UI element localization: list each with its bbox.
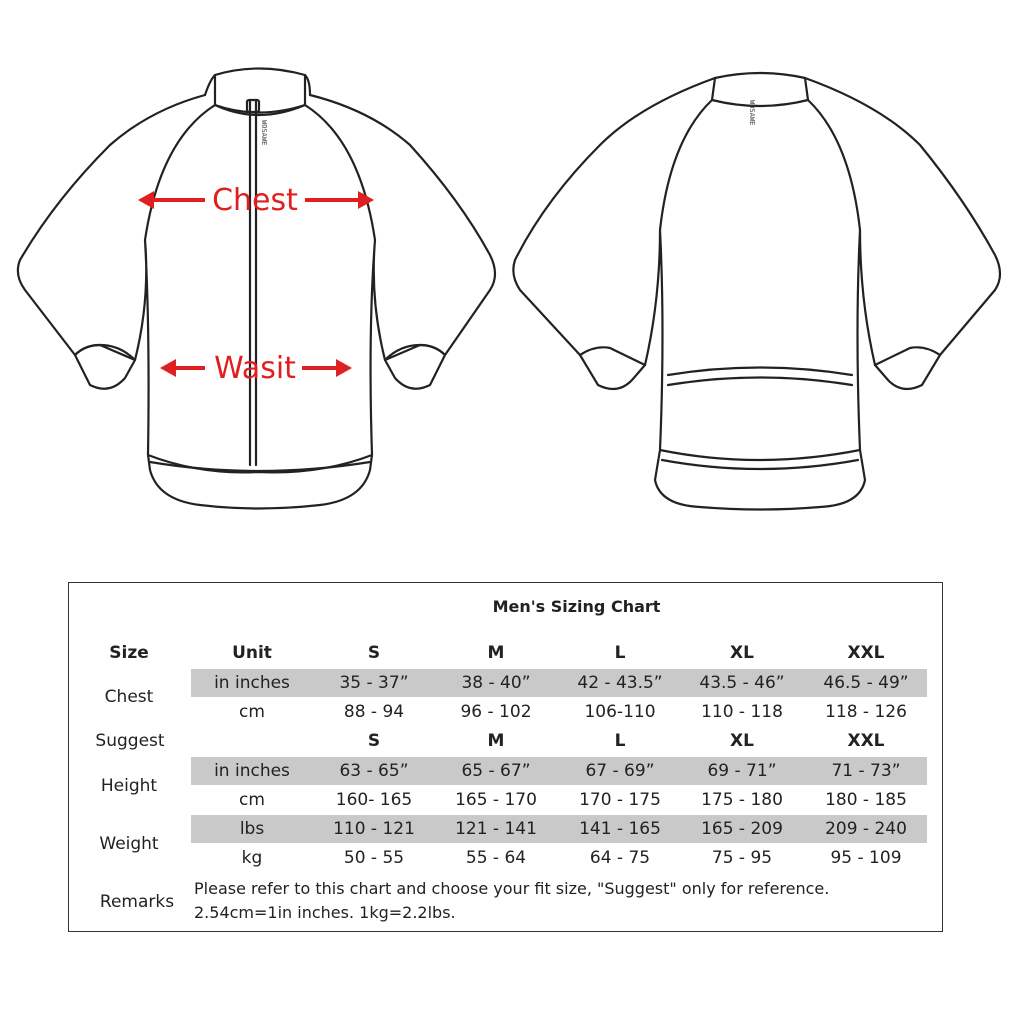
weight-kg-unit: kg	[241, 848, 263, 868]
suggest-size-l: L	[614, 731, 626, 751]
header-size: Size	[109, 643, 149, 663]
suggest-size-xxl: XXL	[847, 731, 885, 751]
row-label-height: Height	[100, 776, 158, 796]
suggest-size-m: M	[487, 731, 505, 751]
chest-arrow-right	[305, 191, 374, 209]
weight-kg-xl: 75 - 95	[711, 848, 773, 868]
weight-lbs-unit: lbs	[239, 819, 265, 839]
chest-cm-l: 106-110	[584, 702, 656, 722]
chest-cm-xl: 110 - 118	[701, 702, 783, 722]
weight-lbs-xxl: 209 - 240	[825, 819, 907, 839]
chest-cm-s: 88 - 94	[343, 702, 405, 722]
weight-lbs-s: 110 - 121	[333, 819, 415, 839]
chest-cm-m: 96 - 102	[460, 702, 532, 722]
back-brand-text: WOSAWE	[748, 100, 756, 126]
front-jersey-outline	[18, 69, 495, 509]
header-size-s: S	[367, 643, 381, 663]
chest-inches-xxl: 46.5 - 49”	[823, 673, 909, 693]
waist-arrow-right	[302, 359, 352, 377]
weight-kg-l: 64 - 75	[589, 848, 651, 868]
height-inches-l: 67 - 69”	[585, 761, 655, 781]
back-jersey-outline	[513, 73, 1000, 510]
front-brand-text: WOSAWE	[260, 120, 268, 146]
sizing-chart	[68, 582, 943, 932]
header-size-xxl: XXL	[847, 643, 885, 663]
chest-cm-xxl: 118 - 126	[825, 702, 907, 722]
header-size-xl: XL	[730, 643, 754, 663]
height-cm-l: 170 - 175	[579, 790, 661, 810]
suggest-size-s: S	[367, 731, 381, 751]
chest-arrow-left	[138, 191, 205, 209]
waist-label: Wasit	[214, 351, 296, 386]
height-cm-unit: cm	[239, 790, 265, 810]
weight-lbs-xl: 165 - 209	[701, 819, 783, 839]
height-cm-m: 165 - 170	[455, 790, 537, 810]
row-label-remarks: Remarks	[99, 892, 175, 912]
remarks-line-2: 2.54cm=1in inches. 1kg=2.2lbs.	[194, 903, 456, 922]
row-label-weight: Weight	[99, 834, 159, 854]
row-label-suggest: Suggest	[95, 731, 165, 751]
suggest-size-xl: XL	[730, 731, 754, 751]
waist-arrow-left	[160, 359, 205, 377]
chest-cm-unit: cm	[239, 702, 265, 722]
weight-kg-s: 50 - 55	[343, 848, 405, 868]
height-inches-m: 65 - 67”	[461, 761, 531, 781]
chest-inches-m: 38 - 40”	[461, 673, 531, 693]
weight-kg-xxl: 95 - 109	[830, 848, 902, 868]
chest-inches-s: 35 - 37”	[339, 673, 409, 693]
header-size-m: M	[487, 643, 505, 663]
weight-lbs-l: 141 - 165	[579, 819, 661, 839]
chest-inches-l: 42 - 43.5”	[577, 673, 663, 693]
chest-inches-xl: 43.5 - 46”	[699, 673, 785, 693]
remarks-line-1: Please refer to this chart and choose your fit size, "Suggest" only for reference.	[194, 879, 830, 898]
height-inches-xxl: 71 - 73”	[831, 761, 901, 781]
height-inches-s: 63 - 65”	[339, 761, 409, 781]
row-label-chest: Chest	[104, 687, 154, 707]
header-size-l: L	[614, 643, 626, 663]
height-cm-xxl: 180 - 185	[825, 790, 907, 810]
height-inches-unit: in inches	[214, 761, 290, 781]
chest-label: Chest	[212, 183, 298, 218]
header-unit: Unit	[232, 643, 272, 663]
weight-lbs-m: 121 - 141	[455, 819, 537, 839]
height-cm-s: 160- 165	[335, 790, 413, 810]
height-inches-xl: 69 - 71”	[707, 761, 777, 781]
weight-kg-m: 55 - 64	[465, 848, 527, 868]
chest-inches-unit: in inches	[214, 673, 290, 693]
chart-title: Men's Sizing Chart	[492, 597, 661, 616]
height-cm-xl: 175 - 180	[701, 790, 783, 810]
